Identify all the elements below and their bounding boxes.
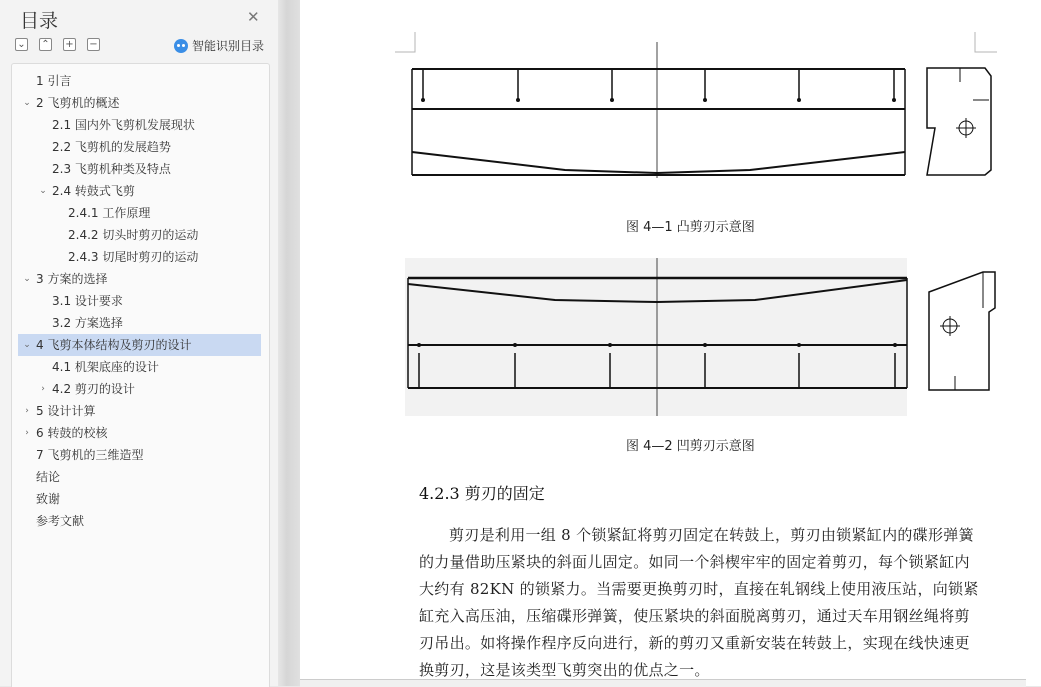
toc-title: 目录 bbox=[20, 10, 59, 32]
toc-item-label: 4.1 机架底座的设计 bbox=[52, 360, 159, 374]
toc-item-label: 2.3 飞剪机种类及特点 bbox=[52, 162, 171, 176]
add-entry-icon[interactable]: + bbox=[63, 38, 76, 51]
toc-item-label: 2.4.3 切尾时剪刃的运动 bbox=[68, 250, 199, 264]
toc-item[interactable] bbox=[18, 202, 261, 224]
toc-item-label: 2.4.1 工作原理 bbox=[68, 206, 151, 220]
toc-item[interactable] bbox=[18, 422, 261, 444]
chevron-down-icon[interactable]: ⌄ bbox=[23, 98, 31, 108]
toc-sidebar bbox=[0, 0, 278, 686]
toc-item[interactable] bbox=[18, 92, 261, 114]
toc-item-label: 2.4.2 切头时剪刃的运动 bbox=[68, 228, 199, 242]
expand-all-icon[interactable]: ⌃ bbox=[39, 38, 52, 51]
toc-item[interactable] bbox=[18, 400, 261, 422]
toc-item-label: 2.2 飞剪机的发展趋势 bbox=[52, 140, 171, 154]
chevron-down-icon[interactable]: ⌄ bbox=[23, 274, 31, 284]
smart-toc-label: 智能识别目录 bbox=[192, 39, 265, 53]
toc-item[interactable] bbox=[18, 488, 261, 510]
toc-item[interactable] bbox=[18, 246, 261, 268]
smart-toc-button[interactable] bbox=[174, 37, 264, 54]
toc-item-label: 7 飞剪机的三维造型 bbox=[36, 448, 144, 462]
remove-entry-icon[interactable]: − bbox=[87, 38, 100, 51]
toc-item-label: 2.4 转鼓式飞剪 bbox=[52, 184, 135, 198]
toc-item[interactable] bbox=[18, 180, 261, 202]
chevron-right-icon[interactable]: › bbox=[41, 384, 45, 394]
panel-divider[interactable] bbox=[278, 0, 300, 686]
toc-item-label: 3.1 设计要求 bbox=[52, 294, 123, 308]
toc-item[interactable] bbox=[18, 444, 261, 466]
figure1-caption: 图 4—1 凸剪刃示意图 bbox=[626, 220, 755, 235]
toc-item[interactable] bbox=[18, 334, 261, 356]
toc-item-label: 参考文献 bbox=[36, 514, 85, 528]
toc-item-label: 6 转鼓的校核 bbox=[36, 426, 108, 440]
toc-item-label: 4 飞剪本体结构及剪刃的设计 bbox=[36, 338, 192, 352]
toc-item-label: 4.2 剪刃的设计 bbox=[52, 382, 135, 396]
collapse-all-icon[interactable]: ⌄ bbox=[15, 38, 28, 51]
toc-item-label: 3 方案的选择 bbox=[36, 272, 108, 286]
toc-item[interactable] bbox=[18, 158, 261, 180]
paragraph-text: 剪刃是利用一组 8 个锁紧缸将剪刃固定在转鼓上，剪刃由锁紧缸内的碟形弹簧的力量借助压紧块的斜面儿固定。如同一个斜楔牢牢的固定着剪刃，每个锁紧缸内大约有 82KN 的锁紧力。当需要更换剪刃时，直接在轧钢线上使用液压站，向锁紧缸充入高压油，压缩碟形弹簧，使压紧块的斜面脱离剪刃，通过天车用钢丝绳将剪刃吊出。如将操作程序反向进行，新的剪刃又重新安装在转鼓上，实现在线快速更换剪刃，这是该类型飞剪突出的优点之一。 bbox=[419, 526, 979, 679]
toc-item[interactable] bbox=[18, 224, 261, 246]
toc-list bbox=[11, 63, 270, 687]
toc-item[interactable] bbox=[18, 268, 261, 290]
document-page bbox=[300, 0, 1041, 686]
chevron-right-icon[interactable]: › bbox=[25, 428, 29, 438]
toc-item-label: 5 设计计算 bbox=[36, 404, 96, 418]
concave-blade-figure bbox=[405, 258, 1005, 418]
chevron-down-icon[interactable]: ⌄ bbox=[23, 340, 31, 350]
ai-icon bbox=[174, 39, 188, 53]
body-paragraph bbox=[419, 522, 979, 684]
toc-item-label: 致谢 bbox=[36, 492, 61, 506]
toc-item[interactable] bbox=[18, 136, 261, 158]
toc-item[interactable] bbox=[18, 378, 261, 400]
chevron-right-icon[interactable]: › bbox=[25, 406, 29, 416]
toc-item[interactable] bbox=[18, 356, 261, 378]
toc-item-label: 结论 bbox=[36, 470, 61, 484]
toc-item[interactable] bbox=[18, 510, 261, 532]
figure2-caption: 图 4—2 凹剪刃示意图 bbox=[626, 439, 755, 454]
toc-item-label: 3.2 方案选择 bbox=[52, 316, 123, 330]
convex-blade-figure bbox=[405, 42, 1005, 182]
toc-item-label: 1 引言 bbox=[36, 74, 72, 88]
toc-item[interactable] bbox=[18, 290, 261, 312]
toc-item[interactable] bbox=[18, 114, 261, 136]
chevron-down-icon[interactable]: ⌄ bbox=[39, 186, 47, 196]
toc-item[interactable] bbox=[18, 312, 261, 334]
toc-item[interactable] bbox=[18, 70, 261, 92]
section-heading: 4.2.3 剪刃的固定 bbox=[419, 484, 545, 503]
toc-item-label: 2.1 国内外飞剪机发展现状 bbox=[52, 118, 195, 132]
toc-item[interactable] bbox=[18, 466, 261, 488]
close-icon[interactable]: ✕ bbox=[247, 8, 260, 26]
toc-item-label: 2 飞剪机的概述 bbox=[36, 96, 120, 110]
